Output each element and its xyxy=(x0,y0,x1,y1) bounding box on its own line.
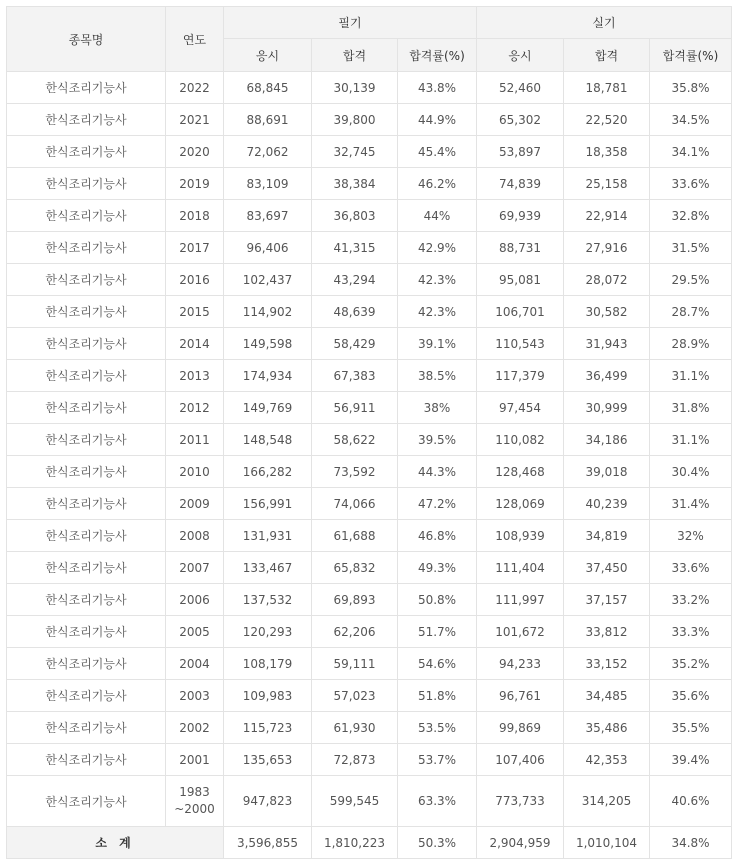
cell-practical-rate: 28.7% xyxy=(650,296,732,328)
cell-practical-passed: 34,186 xyxy=(564,424,650,456)
table-row xyxy=(7,712,732,744)
total-practical-passed: 1,010,104 xyxy=(564,827,650,859)
cell-written-rate: 44.9% xyxy=(398,104,477,136)
cell-practical-applicants: 94,233 xyxy=(477,648,564,680)
cell-year: 2007 xyxy=(166,552,224,584)
cell-practical-applicants: 101,672 xyxy=(477,616,564,648)
cell-written-rate: 54.6% xyxy=(398,648,477,680)
cell-year: 2015 xyxy=(166,296,224,328)
header-practical-rate: 합격률(%) xyxy=(650,39,732,72)
cell-written-applicants: 137,532 xyxy=(224,584,312,616)
cell-practical-passed: 314,205 xyxy=(564,776,650,827)
cell-written-rate: 44.3% xyxy=(398,456,477,488)
cell-written-rate: 49.3% xyxy=(398,552,477,584)
cell-practical-passed: 37,157 xyxy=(564,584,650,616)
cell-practical-rate: 35.8% xyxy=(650,72,732,104)
cell-written-applicants: 120,293 xyxy=(224,616,312,648)
cell-name: 한식조리기능사 xyxy=(7,392,166,424)
cell-name: 한식조리기능사 xyxy=(7,616,166,648)
cell-practical-passed: 35,486 xyxy=(564,712,650,744)
cell-written-applicants: 114,902 xyxy=(224,296,312,328)
cell-practical-applicants: 110,082 xyxy=(477,424,564,456)
cell-practical-passed: 25,158 xyxy=(564,168,650,200)
cell-written-applicants: 96,406 xyxy=(224,232,312,264)
cell-practical-applicants: 97,454 xyxy=(477,392,564,424)
total-practical-applicants: 2,904,959 xyxy=(477,827,564,859)
cell-year: 2022 xyxy=(166,72,224,104)
table-body xyxy=(7,72,732,827)
header-name: 종목명 xyxy=(7,7,166,72)
cell-written-rate: 39.5% xyxy=(398,424,477,456)
cell-practical-rate: 28.9% xyxy=(650,328,732,360)
cell-practical-applicants: 95,081 xyxy=(477,264,564,296)
cell-written-applicants: 131,931 xyxy=(224,520,312,552)
cell-practical-applicants: 106,701 xyxy=(477,296,564,328)
cell-written-rate: 43.8% xyxy=(398,72,477,104)
cell-name: 한식조리기능사 xyxy=(7,72,166,104)
cell-practical-passed: 22,520 xyxy=(564,104,650,136)
header-written-rate: 합격률(%) xyxy=(398,39,477,72)
cell-written-applicants: 149,598 xyxy=(224,328,312,360)
cell-written-passed: 69,893 xyxy=(312,584,398,616)
cell-written-passed: 61,688 xyxy=(312,520,398,552)
cell-written-applicants: 109,983 xyxy=(224,680,312,712)
cell-practical-passed: 30,582 xyxy=(564,296,650,328)
cell-practical-rate: 29.5% xyxy=(650,264,732,296)
table-row xyxy=(7,616,732,648)
table-row xyxy=(7,360,732,392)
table-row xyxy=(7,648,732,680)
cell-practical-rate: 31.5% xyxy=(650,232,732,264)
cell-year: 2008 xyxy=(166,520,224,552)
table-row xyxy=(7,456,732,488)
cell-practical-applicants: 69,939 xyxy=(477,200,564,232)
cell-written-passed: 72,873 xyxy=(312,744,398,776)
cell-written-passed: 67,383 xyxy=(312,360,398,392)
cell-practical-rate: 40.6% xyxy=(650,776,732,827)
cell-written-rate: 50.8% xyxy=(398,584,477,616)
cell-year: 2010 xyxy=(166,456,224,488)
cell-written-rate: 44% xyxy=(398,200,477,232)
cell-written-passed: 36,803 xyxy=(312,200,398,232)
table-row xyxy=(7,584,732,616)
cell-written-passed: 59,111 xyxy=(312,648,398,680)
cell-written-rate: 38% xyxy=(398,392,477,424)
cell-practical-passed: 36,499 xyxy=(564,360,650,392)
cell-name: 한식조리기능사 xyxy=(7,712,166,744)
cell-written-passed: 74,066 xyxy=(312,488,398,520)
header-practical-applicants: 응시 xyxy=(477,39,564,72)
cell-written-applicants: 102,437 xyxy=(224,264,312,296)
cell-name: 한식조리기능사 xyxy=(7,744,166,776)
table-footer xyxy=(7,827,732,859)
cell-practical-passed: 33,812 xyxy=(564,616,650,648)
cell-practical-rate: 32% xyxy=(650,520,732,552)
cell-practical-rate: 34.1% xyxy=(650,136,732,168)
table-row xyxy=(7,776,732,827)
cell-written-passed: 41,315 xyxy=(312,232,398,264)
cell-practical-applicants: 96,761 xyxy=(477,680,564,712)
cell-name: 한식조리기능사 xyxy=(7,328,166,360)
cell-written-applicants: 166,282 xyxy=(224,456,312,488)
cell-written-passed: 62,206 xyxy=(312,616,398,648)
cell-name: 한식조리기능사 xyxy=(7,200,166,232)
cell-practical-applicants: 128,069 xyxy=(477,488,564,520)
cell-name: 한식조리기능사 xyxy=(7,648,166,680)
table-row xyxy=(7,744,732,776)
table-header xyxy=(7,7,732,72)
cell-written-applicants: 108,179 xyxy=(224,648,312,680)
cell-practical-applicants: 110,543 xyxy=(477,328,564,360)
total-written-applicants: 3,596,855 xyxy=(224,827,312,859)
cell-name: 한식조리기능사 xyxy=(7,168,166,200)
cell-written-applicants: 83,109 xyxy=(224,168,312,200)
cell-written-rate: 53.7% xyxy=(398,744,477,776)
cell-practical-applicants: 111,404 xyxy=(477,552,564,584)
cell-year: 2012 xyxy=(166,392,224,424)
cell-practical-rate: 30.4% xyxy=(650,456,732,488)
table-row xyxy=(7,552,732,584)
header-practical: 실기 xyxy=(477,7,732,39)
cell-written-rate: 47.2% xyxy=(398,488,477,520)
cell-year: 2013 xyxy=(166,360,224,392)
cell-name: 한식조리기능사 xyxy=(7,104,166,136)
cell-year-end: ~2000 xyxy=(174,802,215,816)
table-row xyxy=(7,104,732,136)
cell-written-passed: 39,800 xyxy=(312,104,398,136)
cell-practical-applicants: 773,733 xyxy=(477,776,564,827)
cell-practical-rate: 35.2% xyxy=(650,648,732,680)
cell-year: 2004 xyxy=(166,648,224,680)
exam-stats-table-container xyxy=(6,6,732,859)
table-row xyxy=(7,488,732,520)
cell-practical-rate: 34.5% xyxy=(650,104,732,136)
cell-year-start: 1983 xyxy=(179,785,210,799)
cell-practical-passed: 37,450 xyxy=(564,552,650,584)
cell-practical-rate: 33.6% xyxy=(650,168,732,200)
cell-practical-applicants: 111,997 xyxy=(477,584,564,616)
cell-written-passed: 57,023 xyxy=(312,680,398,712)
cell-written-applicants: 115,723 xyxy=(224,712,312,744)
cell-practical-passed: 22,914 xyxy=(564,200,650,232)
cell-practical-passed: 18,358 xyxy=(564,136,650,168)
cell-name: 한식조리기능사 xyxy=(7,424,166,456)
cell-practical-rate: 35.5% xyxy=(650,712,732,744)
cell-practical-applicants: 53,897 xyxy=(477,136,564,168)
cell-year: 2017 xyxy=(166,232,224,264)
header-practical-passed: 합격 xyxy=(564,39,650,72)
cell-written-applicants: 156,991 xyxy=(224,488,312,520)
table-row xyxy=(7,72,732,104)
cell-written-rate: 45.4% xyxy=(398,136,477,168)
cell-year: 2002 xyxy=(166,712,224,744)
table-row xyxy=(7,264,732,296)
table-row xyxy=(7,296,732,328)
cell-written-applicants: 174,934 xyxy=(224,360,312,392)
cell-year: 2014 xyxy=(166,328,224,360)
cell-year: 2001 xyxy=(166,744,224,776)
cell-practical-passed: 27,916 xyxy=(564,232,650,264)
cell-name: 한식조리기능사 xyxy=(7,776,166,827)
cell-written-passed: 61,930 xyxy=(312,712,398,744)
cell-year: 2016 xyxy=(166,264,224,296)
cell-practical-rate: 32.8% xyxy=(650,200,732,232)
table-row xyxy=(7,520,732,552)
cell-name: 한식조리기능사 xyxy=(7,136,166,168)
cell-practical-rate: 31.8% xyxy=(650,392,732,424)
cell-written-rate: 51.8% xyxy=(398,680,477,712)
cell-written-applicants: 72,062 xyxy=(224,136,312,168)
cell-practical-rate: 33.2% xyxy=(650,584,732,616)
cell-practical-rate: 33.3% xyxy=(650,616,732,648)
cell-practical-passed: 33,152 xyxy=(564,648,650,680)
cell-year: 2003 xyxy=(166,680,224,712)
total-practical-rate: 34.8% xyxy=(650,827,732,859)
cell-practical-applicants: 117,379 xyxy=(477,360,564,392)
cell-written-rate: 51.7% xyxy=(398,616,477,648)
table-row xyxy=(7,424,732,456)
cell-practical-applicants: 108,939 xyxy=(477,520,564,552)
table-row xyxy=(7,680,732,712)
header-written-applicants: 응시 xyxy=(224,39,312,72)
cell-name: 한식조리기능사 xyxy=(7,488,166,520)
cell-practical-rate: 35.6% xyxy=(650,680,732,712)
cell-practical-passed: 42,353 xyxy=(564,744,650,776)
cell-practical-passed: 34,485 xyxy=(564,680,650,712)
total-row xyxy=(7,827,732,859)
cell-written-passed: 58,622 xyxy=(312,424,398,456)
cell-written-rate: 63.3% xyxy=(398,776,477,827)
table-row xyxy=(7,328,732,360)
cell-year: 2018 xyxy=(166,200,224,232)
cell-written-applicants: 83,697 xyxy=(224,200,312,232)
cell-written-rate: 38.5% xyxy=(398,360,477,392)
cell-practical-passed: 28,072 xyxy=(564,264,650,296)
exam-stats-table xyxy=(6,6,732,859)
cell-practical-passed: 30,999 xyxy=(564,392,650,424)
cell-year: 2021 xyxy=(166,104,224,136)
cell-written-rate: 42.3% xyxy=(398,296,477,328)
cell-written-passed: 65,832 xyxy=(312,552,398,584)
cell-practical-applicants: 107,406 xyxy=(477,744,564,776)
cell-written-rate: 46.2% xyxy=(398,168,477,200)
cell-practical-applicants: 128,468 xyxy=(477,456,564,488)
cell-practical-rate: 31.1% xyxy=(650,360,732,392)
header-written-passed: 합격 xyxy=(312,39,398,72)
cell-practical-applicants: 88,731 xyxy=(477,232,564,264)
cell-name: 한식조리기능사 xyxy=(7,552,166,584)
cell-practical-applicants: 99,869 xyxy=(477,712,564,744)
cell-name: 한식조리기능사 xyxy=(7,456,166,488)
cell-written-passed: 38,384 xyxy=(312,168,398,200)
cell-name: 한식조리기능사 xyxy=(7,584,166,616)
cell-written-passed: 48,639 xyxy=(312,296,398,328)
table-row xyxy=(7,392,732,424)
cell-written-passed: 32,745 xyxy=(312,136,398,168)
cell-year: 2009 xyxy=(166,488,224,520)
cell-written-applicants: 135,653 xyxy=(224,744,312,776)
table-row xyxy=(7,232,732,264)
cell-written-passed: 599,545 xyxy=(312,776,398,827)
table-row xyxy=(7,168,732,200)
cell-written-applicants: 947,823 xyxy=(224,776,312,827)
cell-practical-passed: 39,018 xyxy=(564,456,650,488)
header-written: 필기 xyxy=(224,7,477,39)
cell-name: 한식조리기능사 xyxy=(7,296,166,328)
cell-practical-rate: 31.4% xyxy=(650,488,732,520)
cell-name: 한식조리기능사 xyxy=(7,264,166,296)
cell-year: 2005 xyxy=(166,616,224,648)
cell-written-applicants: 88,691 xyxy=(224,104,312,136)
cell-practical-rate: 39.4% xyxy=(650,744,732,776)
cell-written-applicants: 149,769 xyxy=(224,392,312,424)
table-row xyxy=(7,200,732,232)
cell-practical-passed: 34,819 xyxy=(564,520,650,552)
cell-practical-rate: 33.6% xyxy=(650,552,732,584)
cell-practical-rate: 31.1% xyxy=(650,424,732,456)
cell-written-passed: 58,429 xyxy=(312,328,398,360)
cell-written-rate: 42.3% xyxy=(398,264,477,296)
total-written-rate: 50.3% xyxy=(398,827,477,859)
cell-year: 2011 xyxy=(166,424,224,456)
cell-name: 한식조리기능사 xyxy=(7,232,166,264)
cell-practical-passed: 31,943 xyxy=(564,328,650,360)
cell-name: 한식조리기능사 xyxy=(7,680,166,712)
cell-written-rate: 46.8% xyxy=(398,520,477,552)
cell-practical-passed: 18,781 xyxy=(564,72,650,104)
cell-written-passed: 56,911 xyxy=(312,392,398,424)
cell-written-applicants: 68,845 xyxy=(224,72,312,104)
cell-year: 2019 xyxy=(166,168,224,200)
cell-name: 한식조리기능사 xyxy=(7,360,166,392)
cell-written-applicants: 148,548 xyxy=(224,424,312,456)
cell-written-passed: 30,139 xyxy=(312,72,398,104)
cell-written-rate: 39.1% xyxy=(398,328,477,360)
cell-written-rate: 53.5% xyxy=(398,712,477,744)
cell-written-applicants: 133,467 xyxy=(224,552,312,584)
cell-written-passed: 73,592 xyxy=(312,456,398,488)
cell-name: 한식조리기능사 xyxy=(7,520,166,552)
cell-year xyxy=(166,776,224,827)
table-row xyxy=(7,136,732,168)
cell-practical-applicants: 74,839 xyxy=(477,168,564,200)
cell-practical-passed: 40,239 xyxy=(564,488,650,520)
cell-practical-applicants: 65,302 xyxy=(477,104,564,136)
cell-written-rate: 42.9% xyxy=(398,232,477,264)
total-label: 소 계 xyxy=(7,827,224,859)
cell-year: 2020 xyxy=(166,136,224,168)
cell-year: 2006 xyxy=(166,584,224,616)
total-written-passed: 1,810,223 xyxy=(312,827,398,859)
cell-written-passed: 43,294 xyxy=(312,264,398,296)
header-year: 연도 xyxy=(166,7,224,72)
cell-practical-applicants: 52,460 xyxy=(477,72,564,104)
